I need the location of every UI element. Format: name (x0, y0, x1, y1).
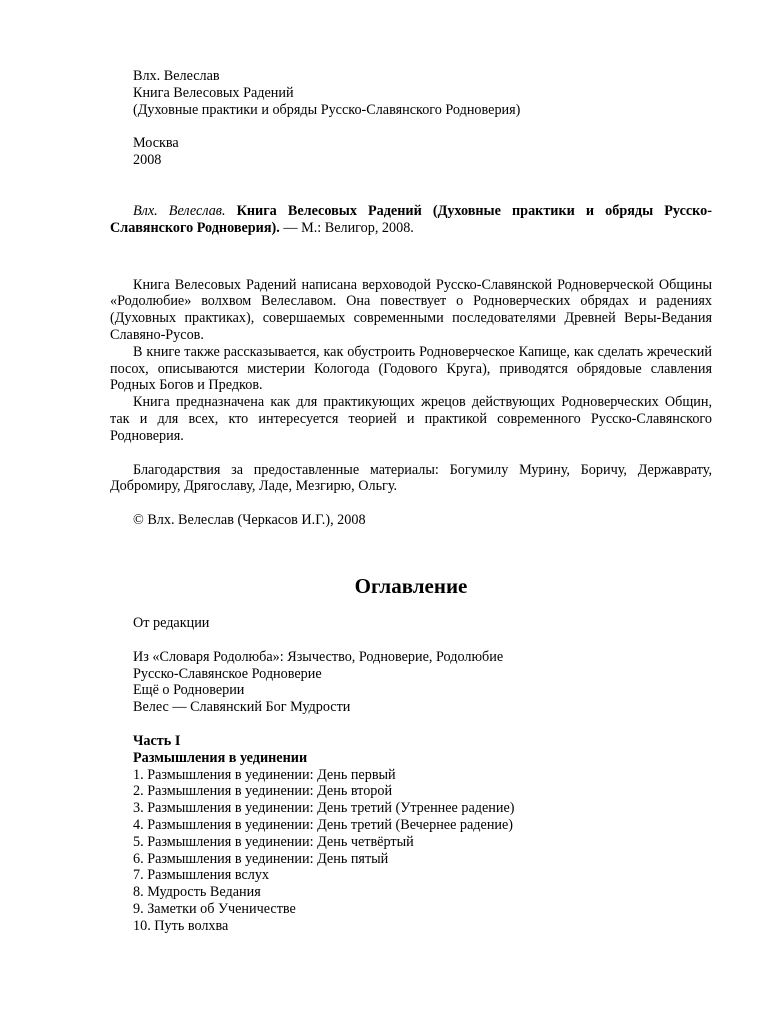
citation-publisher: — М.: Велигор, 2008. (283, 219, 414, 236)
annotation-paragraph: В книге также рассказывается, как обустроить Родноверческое Капище, как сделать жреческий посох, описываются мистерии Кологода (Годового Круга), приводятся обрядовые славления Родных Богов и Предков. (110, 343, 712, 394)
copyright-line: © Влх. Велеслав (Черкасов И.Г.), 2008 (133, 512, 366, 529)
citation-author: Влх. Велеслав. (133, 202, 226, 219)
annotation-paragraph: Книга предназначена как для практикующих жрецов действующих Родноверческих Общин, так и для всех, кто интересуется теорией и практикой современного Русско-Славянского Родноверия. (110, 394, 712, 444)
toc-entry: Велес — Славянский Бог Мудрости (133, 699, 351, 716)
toc-entry-intro: От редакции (133, 614, 210, 631)
author-line: Влх. Велеслав (133, 68, 220, 84)
toc-entry: 9. Заметки об Ученичестве (133, 900, 296, 917)
toc-entry: 7. Размышления вслух (133, 867, 270, 884)
toc-entry: 3. Размышления в уединении: День третий (Утреннее радение) (133, 800, 515, 817)
toc-part-label: Часть I (133, 732, 181, 749)
table-of-contents-heading: Оглавление (354, 573, 468, 598)
toc-entry: 1. Размышления в уединении: День первый (133, 766, 396, 783)
toc-entry: Из «Словаря Родолюба»: Язычество, Родноверие, Родолюбие (133, 648, 504, 665)
toc-entry: 4. Размышления в уединении: День третий (Вечернее радение) (133, 816, 514, 833)
toc-entry: Ещё о Родноверии (133, 682, 245, 699)
toc-entry: 2. Размышления в уединении: День второй (133, 783, 393, 800)
toc-part-title: Размышления в уединении (133, 749, 308, 766)
table-of-contents (110, 615, 712, 935)
book-title-line: Книга Велесовых Радений (133, 84, 294, 101)
toc-entry: Русско-Славянское Родноверие (133, 665, 322, 682)
bibliographic-citation (110, 203, 712, 237)
year-line: 2008 (133, 152, 162, 169)
document-page (110, 68, 712, 934)
toc-entry: 5. Размышления в уединении: День четвёртый (133, 833, 414, 850)
toc-entry: 10. Путь волхва (133, 917, 229, 934)
city-line: Москва (133, 135, 179, 152)
citation-title: Книга Велесовых Радений (Духовные практики и обряды Русско-Славянского Родноверия). (110, 202, 712, 236)
acknowledgements-paragraph: Благодарствия за предоставленные материалы: Богумилу Мурину, Боричу, Державрату, Добромиру, Дрягославу, Ладе, Мезгирю, Ольгу. (110, 461, 712, 495)
toc-entry: 8. Мудрость Ведания (133, 884, 261, 901)
book-subtitle-line: (Духовные практики и обряды Русско-Славянского Родноверия) (133, 101, 521, 118)
title-block (110, 68, 712, 169)
toc-entry: 6. Размышления в уединении: День пятый (133, 850, 389, 867)
annotation-paragraph: Книга Велесовых Радений написана верховодой Русско-Славянской Родноверческой Общины «Родолюбие» волхвом Велеславом. Она повествует о Родноверческих обрядах и радениях (Духовных практиках), совершаемых современными последователями Древней Веры-Ведания Славяно-Русов. (110, 276, 712, 343)
